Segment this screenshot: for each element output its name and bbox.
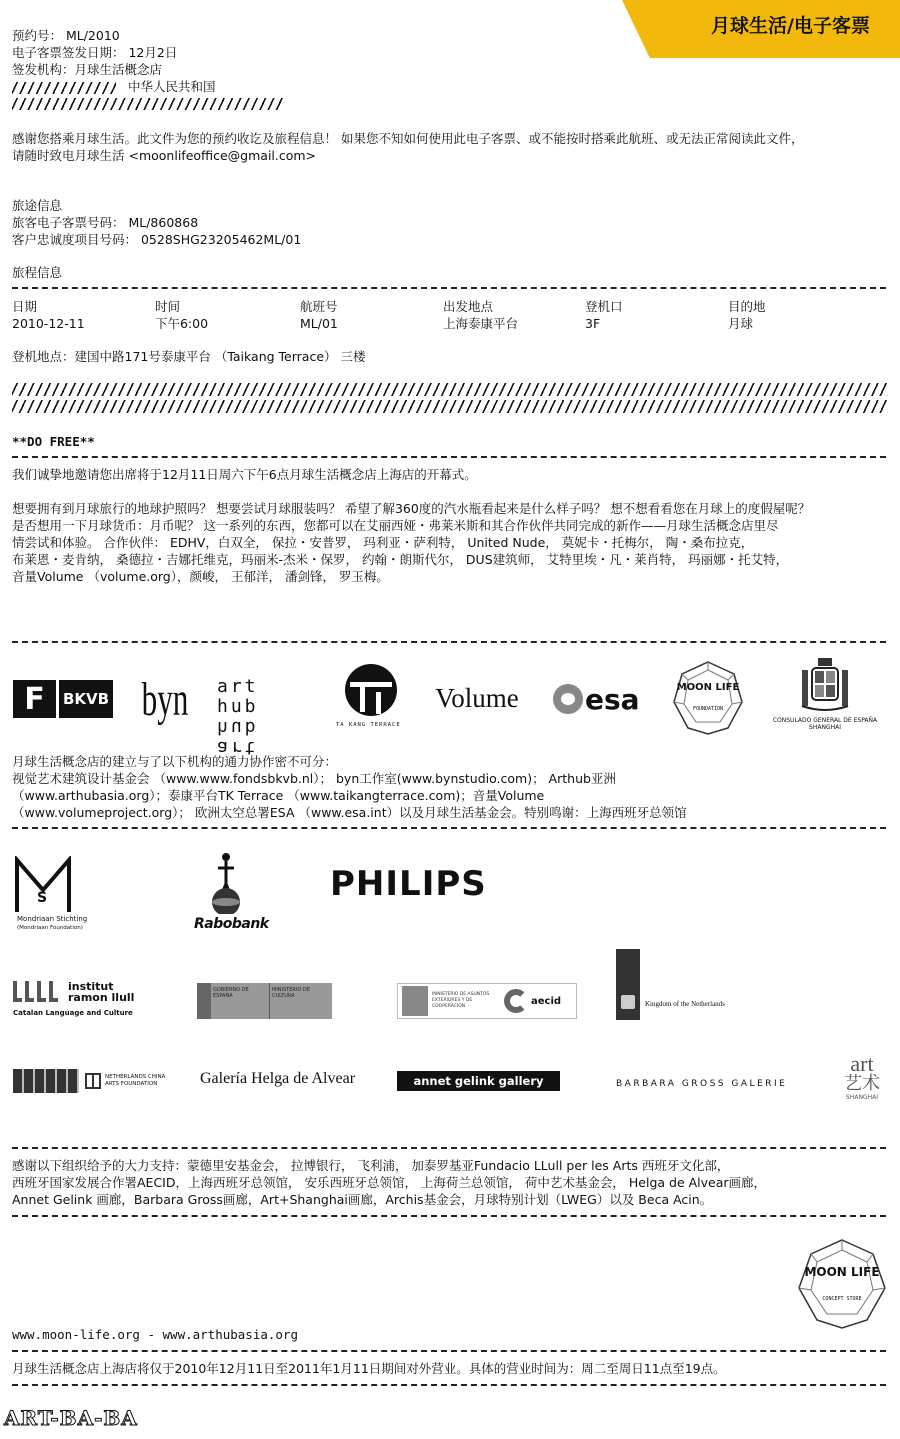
crest-icon [402, 986, 428, 1016]
arthub-mirror-text: art hub [217, 717, 259, 758]
cooperation-text [12, 753, 687, 821]
description-line: 是否想用一下月球货币：月币呢？ 这一系列的东西，您都可以在艾丽西娅・弗莱米斯和其合作伙伴共同完成的新作——月球生活概念店里尽 [12, 518, 779, 533]
art-shanghai-logo [842, 1051, 882, 1108]
coat-of-arms-icon [798, 656, 852, 714]
value-destination: 月球 [728, 316, 754, 331]
moon-life-concept-store-text: CONCEPT STORE [822, 1296, 862, 1302]
mondriaan-s: S [37, 890, 48, 906]
intro-line-1: 感谢您搭乘月球生活。此文件为您的预约收讫及旅程信息！ 如果您不知如何使用此电子客票、或不能按时搭乘此航班、或无法正常阅读此文件， [12, 131, 804, 146]
cooperation-line: （www.volumeproject.org）； 欧洲太空总署ESA （www.esa.int）以及月球生活基金会。特别鸣谢：上海西班牙总领馆 [12, 805, 687, 820]
netherlands-crest-icon [621, 995, 635, 1009]
aecid-c-icon [504, 989, 528, 1013]
moon-life-footer-logo-text: MOON LIFE [804, 1265, 880, 1279]
ministerio-ae-text: MINISTERIO DE ASUNTOS EXTERIORES Y DE COOPERACIÓN [432, 992, 490, 1009]
dashed-divider [12, 456, 886, 458]
watermark: ART-BA-BA [4, 1406, 138, 1430]
invitation: 我们诚挚地邀请您出席将于12月11日周六下午6点月球生活概念店上海店的开幕式。 [12, 467, 477, 482]
llull-mark-icon [13, 981, 63, 1003]
do-free-heading: **DO FREE** [12, 434, 95, 449]
opening-hours: 月球生活概念店上海店将仅于2010年12月11日至2011年1月11日期间对外营业。具体的营业时间为：周二至周日11点至19点。 [12, 1361, 726, 1376]
netherlands-china-arts-logo [13, 1068, 173, 1094]
thanks-text [12, 1157, 766, 1208]
description-line: 想要拥有到月球旅行的地球护照吗？ 想要尝试月球服装吗？ 希望了解360度的汽水瓶看起来是什么样子吗？ 想不想看看您在月球上的度假屋呢？ [12, 501, 811, 516]
art-shanghai-city: SHANGHAI [846, 1094, 878, 1101]
dashed-divider [12, 1350, 886, 1352]
dashed-divider [12, 1215, 886, 1217]
chinese-calligraphy-mark [13, 1069, 79, 1093]
thanks-line: 西班牙国家发展合作署AECID，上海西班牙总领馆， 安乐西班牙总领馆， 上海荷兰总领馆， 荷中艺术基金会， Helga de Alvear画廊， [12, 1175, 767, 1190]
value-date: 2010-12-11 [12, 316, 85, 331]
slash-divider [12, 400, 888, 413]
ministerio-cultura-logo [197, 983, 332, 1019]
moon-life-foundation-logo [672, 660, 744, 736]
taikang-terrace-logo [336, 664, 412, 732]
arthub-logo [217, 676, 307, 758]
dashed-divider [12, 1147, 886, 1149]
gobierno-text: GOBIERNO DE ESPAÑA [213, 987, 249, 999]
issuer: 签发机构：月球生活概念店 [12, 62, 163, 77]
ticket-number: 旅客电子客票号码： ML/860868 [12, 215, 199, 230]
description [12, 500, 810, 585]
bkvb-f-mark: F [13, 680, 59, 718]
thanks-line: Annet Gelink 画廊，Barbara Gross画廊，Art+Shanghai画廊，Archis基金会，月球特别计划（LWEG）以及 Beca Acin。 [12, 1192, 713, 1207]
slash-divider [12, 82, 116, 94]
netherlands-bar [616, 949, 640, 1020]
banner-title: 月球生活/电子客票 [711, 15, 870, 37]
mondriaan-subname: (Mondriaan Foundation) [17, 925, 83, 931]
value-time: 下午6:00 [155, 316, 209, 331]
consulado-city: SHANGHAI [809, 724, 841, 731]
column-header-destination: 目的地 [728, 299, 766, 314]
esa-text: esa [585, 682, 640, 716]
issue-date: 电子客票签发日期： 12月2日 [12, 45, 178, 60]
column-header-gate: 登机口 [585, 299, 623, 314]
moon-life-polygon-icon [672, 660, 744, 736]
description-line: 情尝试和体验。 合作伙伴： EDHV，白双全， 保拉・安普罗， 玛利亚・萨利特， United Nude， 莫妮卡・托梅尔， 陶・桑布拉克， [12, 535, 754, 550]
philips-logo: PHILIPS [330, 864, 487, 904]
websites: www.moon-life.org - www.arthubasia.org [12, 1327, 298, 1342]
aecid-text: aecid [531, 995, 562, 1007]
cooperation-line: 视觉艺术建筑设计基金会 （www.www.fondsbkvb.nl）； byn工作室(www.bynstudio.com)； Arthub亚洲 [12, 771, 616, 786]
mondriaan-name: Mondriaan Stichting [17, 915, 88, 923]
aecid-logo [397, 983, 577, 1019]
bkvb-logo [13, 680, 113, 718]
art-shanghai-en: art [850, 1051, 874, 1076]
slash-divider [12, 98, 284, 110]
esa-globe-icon [553, 684, 583, 714]
cooperation-line: （www.arthubasia.org）；泰康平台TK Terrace （www.taikangterrace.com)；音量Volume [12, 788, 545, 803]
dashed-divider [12, 827, 886, 829]
llull-text-3: Catalan Language and Culture [13, 1009, 133, 1017]
llull-text-2: ramon llull [68, 991, 135, 1004]
country: 中华人民共和国 [128, 79, 216, 94]
annet-gelink-logo: annet gelink gallery [397, 1071, 560, 1091]
nl-china-square-icon [85, 1073, 101, 1089]
loyalty-number: 客户忠诚度项目号码： 0528SHG23205462ML/01 [12, 232, 302, 247]
moon-life-polygon-icon [797, 1238, 887, 1330]
boarding-location: 登机地点：建国中路171号泰康平台 （Taikang Terrace） 三楼 [12, 349, 366, 364]
bkvb-text: BKVB [59, 680, 113, 718]
netherlands-text: Kingdom of the Netherlands [645, 1000, 725, 1008]
dashed-divider [12, 1384, 886, 1386]
itinerary-title: 旅程信息 [12, 265, 63, 280]
column-header-date: 日期 [12, 299, 38, 314]
column-header-flight: 航班号 [300, 299, 338, 314]
rabobank-figure-icon [206, 852, 246, 914]
volume-logo: Volume [435, 682, 519, 713]
moon-life-foundation-text: FOUNDATION [692, 706, 724, 712]
mondriaan-logo [13, 856, 93, 936]
nl-china-text: NETHERLANDS CHINA ARTS FOUNDATION [105, 1074, 166, 1087]
column-header-time: 时间 [155, 299, 181, 314]
taikang-caption: TA KANG TERRACE [336, 722, 401, 728]
slash-divider [12, 383, 888, 396]
thanks-line: 感谢以下组织给予的大力支持：蒙德里安基金会， 拉博银行， 飞利浦， 加泰罗基亚Fundacio LLull per les Arts 西班牙文化部， [12, 1158, 730, 1173]
barbara-gross-logo: BARBARA GROSS GALERIE [616, 1079, 788, 1089]
byn-logo: byn [141, 672, 189, 726]
ministerio-cultura-text: MINISTERIO DE CULTURA [269, 983, 332, 1019]
rabobank-logo [194, 852, 269, 936]
esa-logo [553, 682, 643, 716]
travel-info-title: 旅途信息 [12, 198, 63, 213]
rabobank-text: Rabobank [194, 916, 269, 932]
taikang-circle [345, 664, 397, 716]
moon-life-concept-store-logo [797, 1238, 887, 1330]
dashed-divider [12, 287, 886, 289]
art-shanghai-cn: 艺术 [844, 1073, 880, 1094]
dashed-divider [12, 641, 886, 643]
arthub-text: art hub [217, 676, 259, 717]
consulado-text: CONSULADO GENERAL DE ESPAÑA [772, 717, 878, 724]
intro-line-2: 请随时致电月球生活 <moonlifeoffice@gmail.com> [12, 148, 317, 163]
helga-de-alvear-logo: Galería Helga de Alvear [200, 1070, 356, 1087]
consulado-logo [768, 656, 882, 732]
ramon-llull-logo [13, 981, 143, 1021]
llull-text-1: institut [68, 980, 114, 993]
booking-number: 预约号： ML/2010 [12, 28, 120, 43]
cooperation-line: 月球生活概念店的建立与了以下机构的通力协作密不可分： [12, 754, 338, 769]
column-header-departure: 出发地点 [443, 299, 494, 314]
value-departure: 上海泰康平台 [443, 316, 519, 331]
description-line: 布莱恩・麦肯纳， 桑德拉・吉娜托维克，玛丽米-杰米・保罗， 约翰・朗斯代尔， DUS建筑师， 艾特里埃・凡・莱肖特， 玛丽娜・托艾特， [12, 552, 789, 567]
description-line: 音量Volume （volume.org），颜峻， 王郁洋， 潘剑锋， 罗玉梅。 [12, 569, 389, 584]
value-flight: ML/01 [300, 316, 338, 331]
moon-life-logo-text: MOON LIFE [676, 682, 740, 693]
value-gate: 3F [585, 316, 601, 331]
crest-icon [197, 983, 211, 1019]
